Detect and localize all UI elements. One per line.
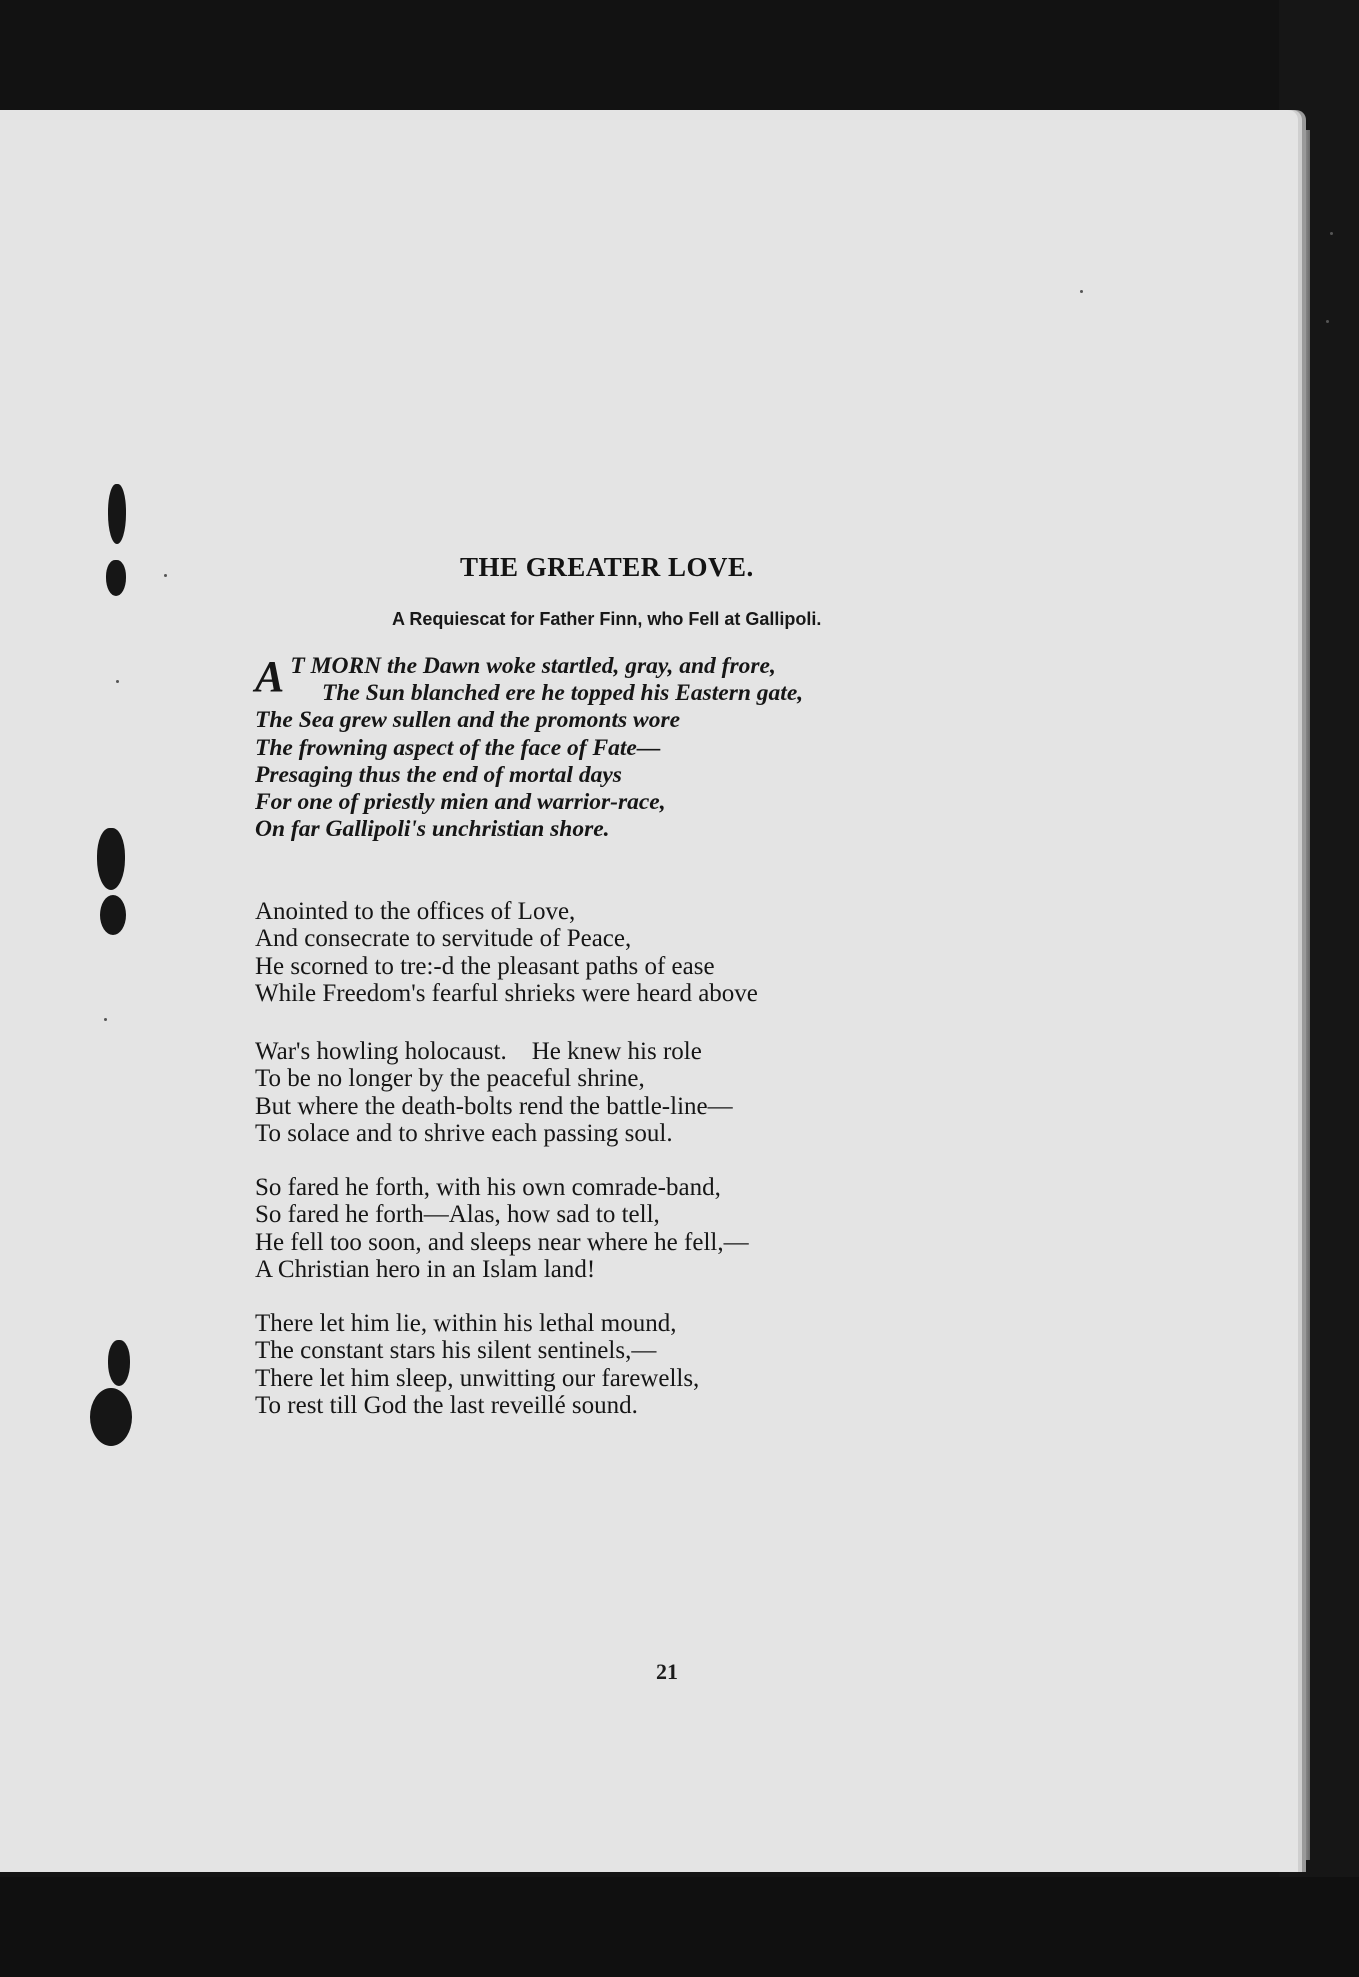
poem-line: While Freedom's fearful shrieks were heard above [255,980,758,1008]
stanza-3 [255,1038,733,1148]
scan-background-bottom [0,1877,1359,1977]
binding-hole-mark [100,895,126,935]
binding-hole-mark [108,484,126,544]
binding-hole-mark [97,828,125,890]
binding-hole-mark [90,1388,132,1446]
binding-hole-mark [106,560,126,596]
poem-line: He fell too soon, and sleeps near where he fell,— [255,1228,749,1256]
poem-line: On far Gallipoli's unchristian shore. [255,816,610,843]
scan-speck [104,1018,107,1021]
scan-speck [1330,232,1333,235]
scan-speck [164,574,167,577]
poem-line: To rest till God the last reveillé sound. [255,1392,638,1420]
poem-line: T MORN the Dawn woke startled, gray, and frore, [290,653,776,679]
poem-line: There let him sleep, unwitting our farewells, [255,1364,700,1392]
poem-line: Presaging thus the end of mortal days [255,761,622,788]
poem-line: To solace and to shrive each passing soul. [255,1120,673,1148]
poem-line: And consecrate to servitude of Peace, [255,925,632,953]
stanza-2 [255,898,758,1008]
poem-line: The frowning aspect of the face of Fate— [255,734,661,761]
scan-speck [116,680,119,683]
stanza-1 [255,653,803,843]
poem-line: To be no longer by the peaceful shrine, [255,1065,645,1093]
scan-speck [1326,320,1329,323]
poem-line: There let him lie, within his lethal mound, [255,1310,677,1337]
poem-title: THE GREATER LOVE. [460,552,754,582]
poem-line: So fared he forth—Alas, how sad to tell, [255,1201,660,1229]
poem-subtitle: A Requiescat for Father Finn, who Fell at Gallipoli. [392,609,822,629]
page-edge [1298,130,1310,1860]
poem-line: The Sun blanched ere he topped his Eastern gate, [322,680,804,707]
drop-cap: A [255,652,285,701]
poem-line: So fared he forth, with his own comrade-band, [255,1174,721,1201]
poem-line: A Christian hero in an Islam land! [255,1256,596,1284]
scan-speck [1080,290,1083,293]
stanza-5 [255,1310,699,1420]
poem-line: But where the death-bolts rend the battle-line— [255,1092,733,1120]
scan-background-top [0,0,1359,110]
poem-line: War's howling holocaust. He knew his role [255,1038,702,1065]
poem-line: The constant stars his silent sentinels,— [255,1337,657,1365]
stanza-4 [255,1174,749,1284]
poem-line: The Sea grew sullen and the promonts wore [255,707,681,734]
poem-line: For one of priestly mien and warrior-race, [255,789,666,816]
page-number: 21 [656,1659,678,1684]
poem-line: He scorned to tre:-d the pleasant paths of ease [255,952,715,980]
poem-line: Anointed to the offices of Love, [255,898,576,925]
binding-hole-mark [108,1340,130,1386]
